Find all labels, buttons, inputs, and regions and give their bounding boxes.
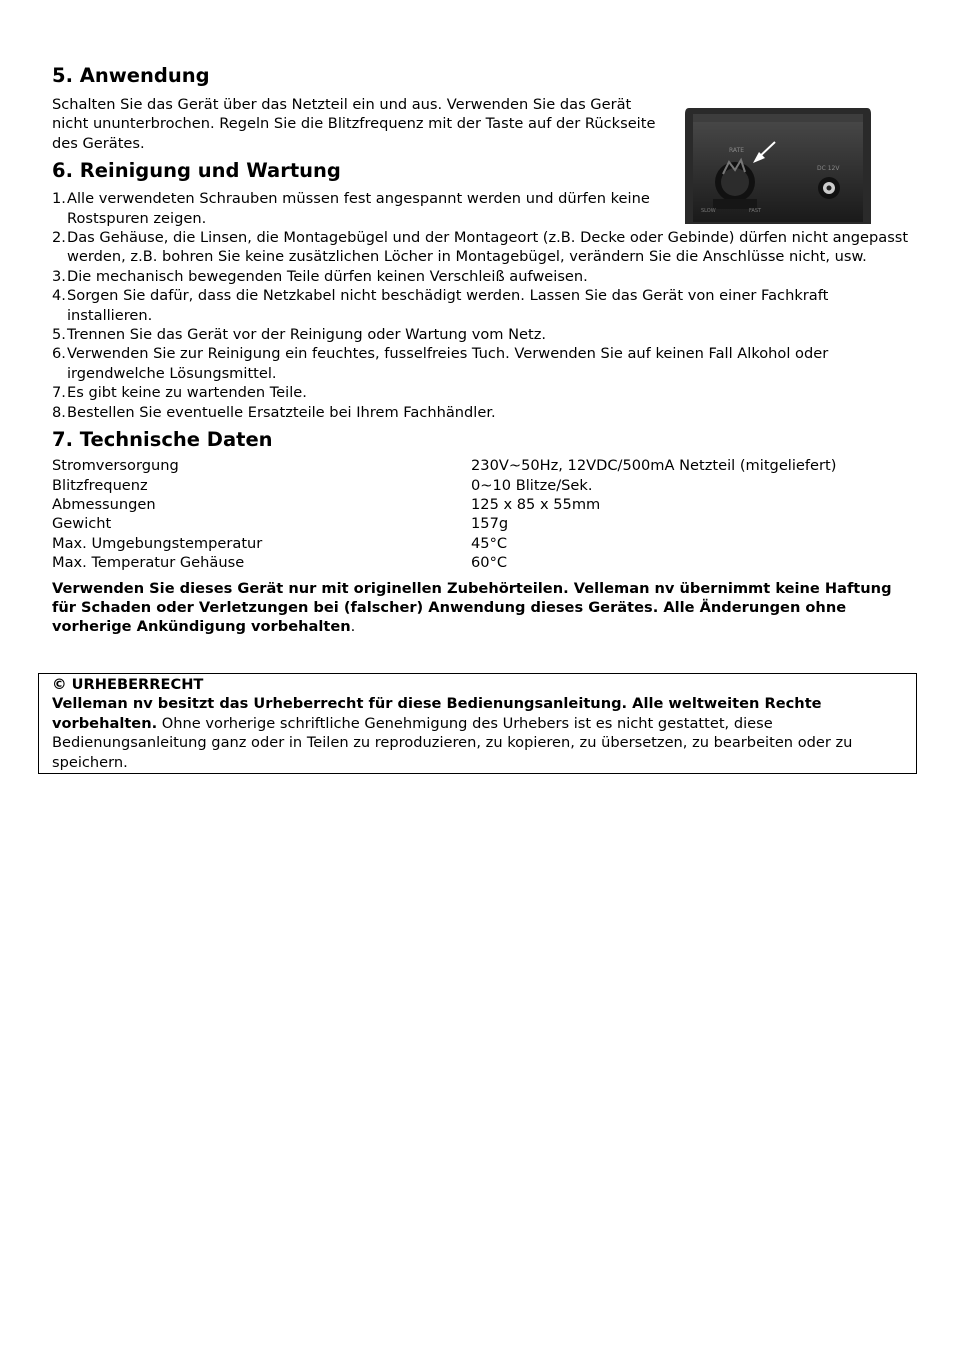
spec-table [52,456,914,572]
copyright-box [38,673,917,774]
spec-row: Gewicht 157g [52,515,509,533]
copyright-title: © URHEBERRECHT [52,676,204,693]
section-technische-daten [52,426,914,637]
spec-row: Blitzfrequenz 0~10 Blitze/Sek. [52,476,593,494]
spec-row: Max. Umgebungstemperatur 45°C [52,534,508,552]
heading-reinigung: 6. Reinigung und Wartung [52,159,341,183]
anwendung-text: Schalten Sie das Gerät über das Netzteil ein und aus. Verwenden Sie das Gerät nicht ununterbrochen. Regeln Sie die Blitzfrequenz mit der Taste auf der Rückseite des Gerätes. [52,96,656,152]
list-item: 2. Das Gehäuse, die Linsen, die Montagebügel und der Montageort (z.B. Decke oder Gebinde) dürfen nicht angepasst werden, z.B. bohren Sie keine zusätzlichen Löcher in Montagebügel, verändern Sie die Anschlüsse nicht, usw. [52,229,909,266]
list-item: 7. Es gibt keine zu wartenden Teile. [52,384,307,402]
heading-anwendung: 5. Anwendung [52,64,210,87]
list-item: 4. Sorgen Sie dafür, dass die Netzkabel nicht beschädigt werden. Lassen Sie das Gerät von einer Fachkraft installieren. [52,287,829,324]
device-rear-photo [683,104,873,226]
heading-technische-daten: 7. Technische Daten [52,428,273,452]
copyright-text: Velleman nv besitzt das Urheberrecht für diese Bedienungsanleitung. Alle weltweiten Rechte vorbehalten. Ohne vorherige schriftliche Genehmigung des Urhebers ist es nicht gestattet, diese Bedienungsanleitung ganz oder in Teilen zu reproduzieren, zu kopieren, zu übersetzen, zu bearbeiten oder zu speichern. [52,695,853,771]
dc-jack-icon [818,177,840,199]
spec-row: Max. Temperatur Gehäuse 60°C [52,554,508,572]
warning-text: Verwenden Sie dieses Gerät nur mit originellen Zubehörteilen. Velleman nv übernimmt keine Haftung für Schaden oder Verletzungen bei (falscher) Anwendung dieses Gerätes. Alle Änderungen ohne vorherige Ankündigung vorbehalten. [52,579,892,636]
document-page [52,62,914,637]
list-item: 3. Die mechanisch bewegenden Teile dürfen keinen Verschleiß aufweisen. [52,267,588,285]
list-item: 8. Bestellen Sie eventuelle Ersatzteile bei Ihrem Fachhändler. [52,403,496,421]
label-dc: DC 12V [817,165,840,172]
list-item: 6. Verwenden Sie zur Reinigung ein feuchtes, fusselfreies Tuch. Verwenden Sie auf keinen Fall Alkohol oder irgendwelche Lösungsmittel. [52,345,829,382]
spec-row: Stromversorgung 230V~50Hz, 12VDC/500mA Netzteil (mitgeliefert) [52,457,837,475]
label-min: SLOW [701,208,716,214]
spec-row: Abmessungen 125 x 85 x 55mm [52,495,601,513]
list-item: 5. Trennen Sie das Gerät vor der Reinigung oder Wartung vom Netz. [52,326,547,344]
label-rate: RATE [729,147,745,154]
list-item: 1. Alle verwendeten Schrauben müssen fest angespannt werden und dürfen keine Rostspuren zeigen. [52,190,650,227]
label-max: FAST [749,208,762,214]
